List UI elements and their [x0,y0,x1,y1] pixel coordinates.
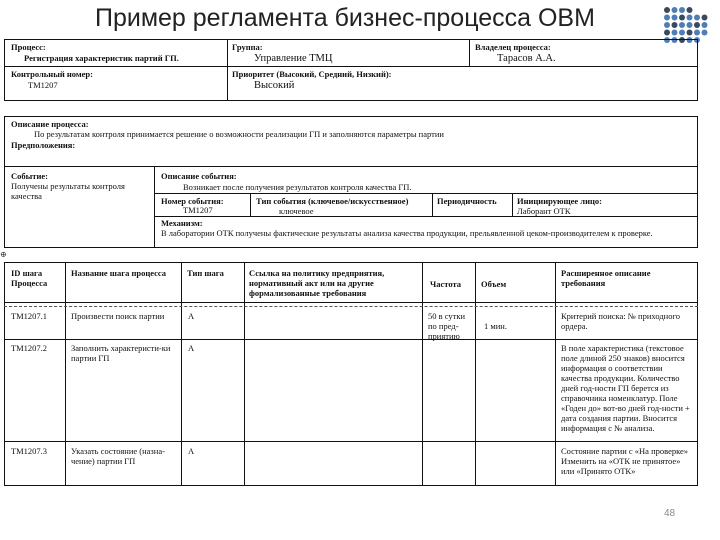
slide-title: Пример регламента бизнес-процесса ОВМ [95,4,595,32]
row3-name: Указать состояние (назна-чение) партии ГП [71,446,165,466]
initiator-label: Инициирующее лицо: [517,196,602,206]
logo-dot [664,22,670,28]
row1-type: А [188,311,195,321]
th-step-type: Тип шага [187,268,224,278]
event-number-label: Номер события: [161,196,224,206]
event-description-label: Описание события: [161,171,237,181]
initiator-value: Лаборант ОТК [517,206,571,216]
group-label: Группа: [232,42,263,52]
logo-dot [694,15,700,21]
description-label: Описание процесса: [11,119,89,129]
logo-dot [694,30,700,36]
th-step-id: ID шага Процесса [11,268,48,288]
periodicity-label: Периодичность [437,196,497,206]
group-value: Управление ТМЦ [254,53,333,64]
row2-description: В поле характеристика (текстовое поле длиной 250 знаков) вносится информация о соответствии качества продукции. Количество дней год-ности ГП берется из справочника номенклатур. Поле «Годен до» вот-во дней год-ности + дата создания партии. Вносится информация с № анализа. [561,343,690,433]
row2-type: А [188,343,195,353]
priority-label: Приоритет (Высокий, Средний, Низкий): [232,69,392,79]
row1-description: Критерий поиска: № приходного ордера. [561,311,680,331]
logo-dot [687,15,693,21]
table-anchor-icon: ⊕ [0,250,7,259]
event-text: Получены результаты контроля качества [11,181,125,201]
row1-volume: 1 мин. [484,321,507,331]
logo-dot [694,22,700,28]
row3-id: ТМ1207.3 [11,446,48,456]
mechanism-label: Механизм: [161,218,203,228]
logo-dot [679,30,685,36]
th-frequency: Частота [430,279,461,289]
logo-dot [664,30,670,36]
logo-dot [672,7,678,13]
logo-dot [672,22,678,28]
logo-dot [702,15,708,21]
logo-dot [679,7,685,13]
control-number-label: Контрольный номер: [11,69,93,79]
mechanism-text: В лаборатории ОТК получены фактические результаты анализа качества продукции, прельявленной цеком-производителем к проверке. [161,228,653,238]
event-label: Событие: [11,171,48,181]
process-label: Процесс: [11,42,46,52]
row3-type: А [188,446,195,456]
page-number: 48 [664,508,676,519]
control-number-value: ТМ1207 [28,80,58,90]
row2-name: Заполнить характеристи-ки партии ГП [71,343,171,363]
th-extended-description: Расширенное описание требования [561,268,651,288]
event-type-label: Тип события (ключевое/искусственное) [256,196,409,206]
logo-dot [687,7,693,13]
th-volume: Объем [481,279,507,289]
logo-dot [702,30,708,36]
row1-name: Произвести поиск партии [71,311,165,321]
logo-dot [664,7,670,13]
logo-dot [687,30,693,36]
row2-id: ТМ1207.2 [11,343,48,353]
event-type-value: ключевое [279,206,314,216]
event-number-value: ТМ1207 [183,205,213,215]
logo-dot [672,15,678,21]
description-text: По результатам контроля принимается решение о возможности реализации ГП и заполняются параметры партии [34,129,444,139]
assumptions-label: Предположения: [11,140,76,150]
event-description-text: Возникает после получения результатов контроля качества ГП. [183,182,412,192]
th-policy-ref: Ссылка на политику предприятия, нормативный акт или на другие формализованные требования [249,268,385,298]
row1-frequency: 50 в сутки по пред-приятию [428,311,466,341]
logo-dot [672,30,678,36]
logo-dot [664,15,670,21]
row3-description: Состояние партии с «На проверке» Изменить на «ОТК не принятое» или «Принято ОТК» [561,446,689,476]
logo-dot [679,15,685,21]
process-value: Регистрация характеристик партий ГП. [24,53,179,63]
owner-label: Владелец процесса: [475,42,551,52]
row1-id: ТМ1207.1 [11,311,48,321]
logo-dot [687,22,693,28]
logo-dot [679,22,685,28]
owner-value: Тарасов А.А. [497,53,556,64]
priority-value: Высокий [254,80,295,91]
logo-dot [702,22,708,28]
th-step-name: Название шага процесса [71,268,167,278]
